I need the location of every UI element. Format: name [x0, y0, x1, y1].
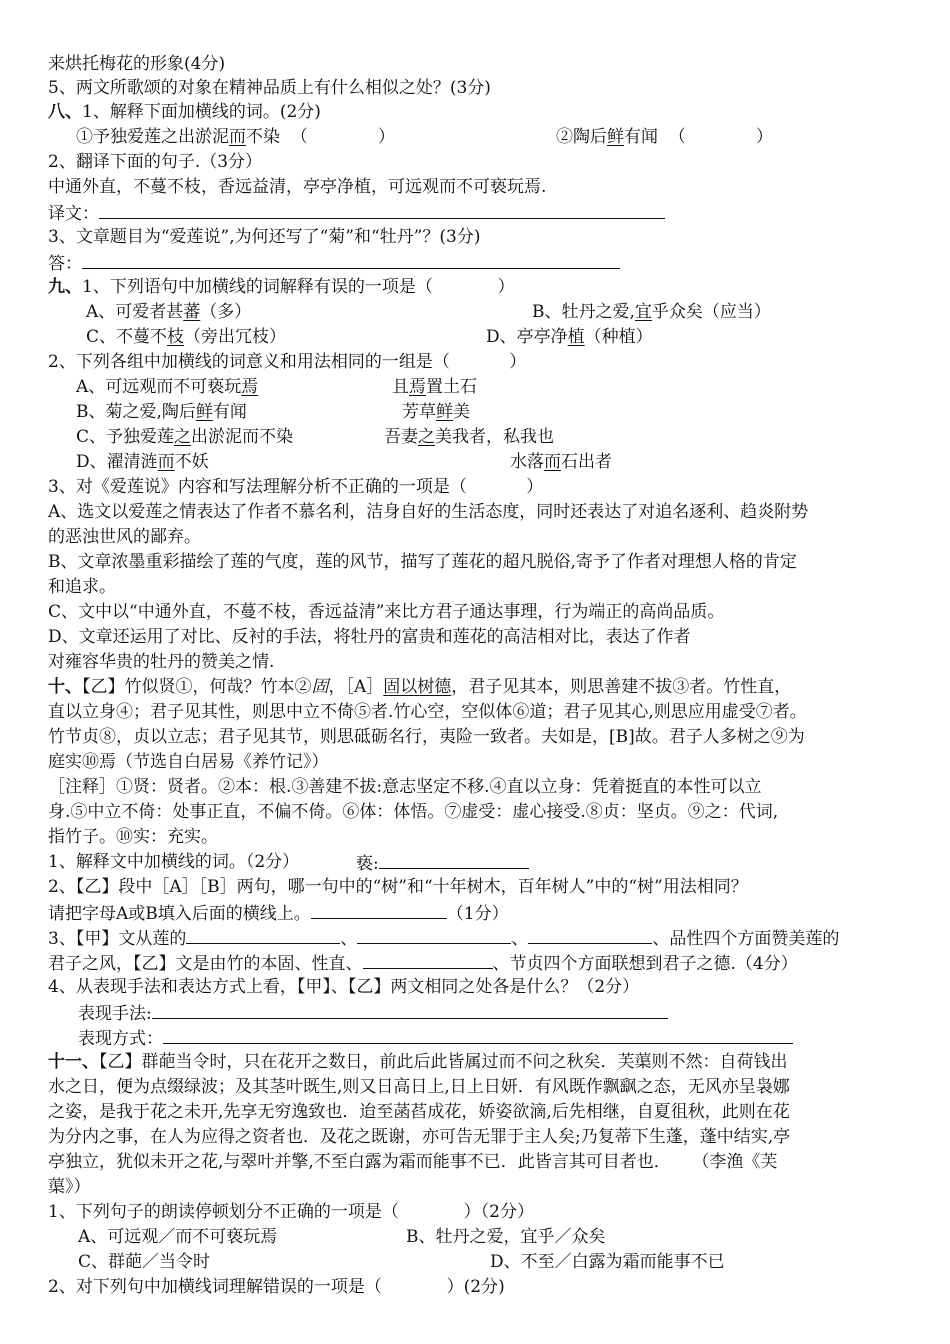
answer-blank[interactable]: [152, 1000, 668, 1019]
option-text: 水落: [510, 452, 544, 472]
section-number: 九、: [48, 277, 82, 297]
section-11-passage-line5: 亭独立，犹似未开之花,与翠叶并擎,不至白露为霜而能事不已．此皆言其可目者也． （李渔《芙: [48, 1152, 778, 1172]
option-text: B、牡丹之爱,: [532, 302, 635, 322]
section-10-passage-line1: [48, 675, 791, 699]
section-11-q2: 2、对下列句中加横线词理解错误的一项是（ ）(2分): [48, 1277, 505, 1297]
question-text: 请把字母A或B填入后面的横线上。: [48, 904, 311, 924]
answer-blank[interactable]: [99, 200, 665, 219]
translation-answer: [48, 200, 665, 224]
section-number: 八、: [48, 102, 82, 122]
underlined-word: 枝: [167, 327, 185, 347]
section-number: 十、: [48, 677, 82, 697]
option-c-right: [384, 425, 554, 449]
section-10-q1: [48, 850, 299, 874]
option-b-left: [76, 400, 247, 424]
option-text: （旁出冗枝）: [184, 327, 287, 347]
underlined-word: 之: [418, 427, 435, 447]
answer-label: 表现手法:: [78, 1004, 152, 1024]
option-text: A、可爱者甚: [86, 302, 184, 322]
option-d: D、不至／白露为霜而能事不已: [490, 1252, 725, 1272]
option-d-left: [76, 450, 209, 474]
option-b-line2: 和追求。: [48, 577, 116, 597]
option-b-right: [402, 400, 470, 424]
underlined-word: 宜: [634, 302, 652, 322]
option-text: 置土石: [426, 377, 477, 397]
word-label: 亵:: [356, 854, 379, 874]
option-text: A、可远观而不可亵玩: [76, 377, 242, 397]
option-d-right: [510, 450, 612, 474]
section-11-passage-line3: 之姿，是我于花之未开,先享无穷逸致也．迨至菡萏成花，娇姿欲滴,后先相继，自夏徂秋，此则在花: [48, 1102, 790, 1122]
option-text: （种植）: [584, 327, 653, 347]
option-text: C、予独爱莲: [76, 427, 175, 447]
answer-blank[interactable]: [357, 925, 511, 944]
answer-label: 答：: [48, 254, 82, 274]
section-9-q1: [48, 275, 515, 299]
answer-label: 表现方式：: [78, 1029, 163, 1049]
underlined-word: 鲜: [607, 127, 624, 147]
section-10-passage-line3: 竹节贞⑧，贞以立志；君子见其节，则思砥砺名行，夷险一致者。夫如是，[B]故。君子人多树之⑨为: [48, 727, 805, 747]
option-text: 石出者: [561, 452, 612, 472]
question-text: 1、解释下面加横线的词。(2分): [82, 102, 321, 122]
question-text: 3、【甲】文从莲的: [48, 929, 187, 949]
question-text: 、节贞四个方面联想到君子之德.（4分）: [492, 954, 798, 974]
option-a-line2: 的恶浊世风的鄙弃。: [48, 527, 201, 547]
option-a-line1: A、选文以爱莲之情表达了作者不慕名利，洁身自好的生活态度，同时还表达了对追名逐利、趋炎附势: [48, 502, 809, 522]
underlined-word: 蕃: [183, 302, 201, 322]
option-text: 出淤泥而不染: [191, 427, 294, 447]
option-d: [486, 325, 653, 349]
section-11-passage-line4: 为分内之事，在人为应得之资者也．及花之既谢，亦可告无罪于主人矣;乃复蒂下生蓬，蓬中结实,亭: [48, 1127, 791, 1147]
section-11-passage-line2: 水之日，便为点缀绿波；及其茎叶既生,则又日高日上,日上日妍．有风既作飘飖之态，无风亦呈袅娜: [48, 1077, 790, 1097]
passage-text: 【乙】群葩当令时，只在花开之数日，前此后此皆属过而不问之秋矣．芙蕖则不然：自荷钱出: [99, 1052, 788, 1072]
section-10-q3-line2: [48, 950, 798, 974]
passage-text: ，［A］: [328, 677, 384, 697]
answer-blank[interactable]: [82, 250, 620, 269]
answer-blank[interactable]: [379, 850, 529, 869]
underlined-word: 焉: [409, 377, 426, 397]
section-number: 十一、: [48, 1052, 99, 1072]
option-text: D、濯清涟: [76, 452, 158, 472]
question-5: 5、两文所歌颂的对象在精神品质上有什么相似之处？(3分): [48, 78, 491, 98]
notes-line3: 指竹子。⑩实：充实。: [48, 827, 218, 847]
option-text: D、亭亭净: [486, 327, 568, 347]
underlined-phrase: 固以树德: [383, 677, 452, 697]
option-a-left: [76, 375, 258, 399]
section-8-q1: [48, 100, 321, 124]
technique-answer: [78, 1000, 668, 1024]
section-10-passage-line4: 庭实⑩焉（节选自白居易《养竹记》）: [48, 752, 329, 772]
notes-line1: ［注释］①贤：贤者。②本：根.③善建不拔:意志坚定不移.④直以立身：凭着挺直的本性可以立: [48, 777, 762, 797]
item-text: ①予独爱莲之出淤泥: [76, 127, 229, 147]
section-10-q2-line1: 2、【乙】段中［A］［B］两句，哪一句中的“树”和“十年树木，百年树人”中的“树”用法相同？: [48, 877, 748, 897]
option-b: [532, 300, 771, 324]
option-text: B、菊之爱,陶后: [76, 402, 196, 422]
option-a: A、可远观／而不可亵玩焉: [78, 1227, 278, 1247]
answer-blank[interactable]: [528, 925, 652, 944]
section-11-passage-line6: 蕖》）: [48, 1177, 91, 1197]
option-text: 美我者，私我也: [435, 427, 554, 447]
underlined-word: 鲜: [195, 402, 213, 422]
answer-blank[interactable]: [163, 1025, 793, 1044]
underlined-word: 植: [567, 327, 585, 347]
option-a-right: [392, 375, 477, 399]
option-d-line1: D、文章还运用了对比、反衬的手法，将牡丹的富贵和莲花的高洁相对比，表达了作者: [48, 627, 691, 647]
section-10-q2-line2: [48, 900, 509, 924]
separator: 、: [340, 929, 358, 949]
section-10-passage-line2: 直以立身④；君子见其性，则思中立不倚⑤者.竹心空，空似体⑥道；君子见其心,则思应用虚受⑦者。: [48, 702, 807, 722]
section-9-q2: 2、下列各组中加横线的词意义和用法相同的一组是（ ）: [48, 352, 527, 372]
option-b-line1: B、文章浓墨重彩描绘了莲的气度，莲的风节，描写了莲花的超凡脱俗,寄予了作者对理想人格的肯定: [48, 552, 797, 572]
option-text: 乎众矣（应当）: [651, 302, 771, 322]
section-11-passage-line1: [48, 1050, 788, 1074]
option-c: C、群葩／当令时: [78, 1252, 211, 1272]
option-text: 美: [453, 402, 470, 422]
option-text: 吾妻: [384, 427, 418, 447]
question-text: 君子之风，【乙】文是由竹的本固、性直、: [48, 954, 363, 974]
option-d-line2: 对雍容华贵的牡丹的赞美之情.: [48, 652, 275, 672]
question-text: 1、解释文中加横线的词。（2分）: [48, 852, 300, 872]
answer-line: [48, 250, 620, 274]
option-text: 有闻: [212, 402, 247, 422]
passage-text: 【乙】竹似贤①，何哉？竹本②: [82, 677, 312, 697]
passage-text: ，君子见其本，则思善建不拔③者。竹性直，: [451, 677, 792, 697]
option-b: B、牡丹之爱，宜乎／众矣: [406, 1227, 606, 1247]
italic-word: 固: [311, 677, 329, 697]
answer-label: 译文：: [48, 204, 99, 224]
question-text: 1、下列语句中加横线的词解释有误的一项是（ ）: [82, 277, 515, 297]
item-text: 有闻 （ ）: [624, 127, 774, 147]
item-1: [76, 125, 395, 149]
answer-blank[interactable]: [186, 925, 340, 944]
item-2: [556, 125, 773, 149]
option-a: [86, 300, 251, 324]
underlined-word: 而: [544, 452, 561, 472]
section-10-q4: 4、从表现手法和表达方式上看，【甲】、【乙】两文相同之处各是什么？（2分）: [48, 977, 640, 997]
section-9-q3: 3、对《爱莲说》内容和写法理解分析不正确的一项是（ ）: [48, 477, 544, 497]
underlined-word: 之: [174, 427, 192, 447]
score-text: （1分）: [446, 904, 509, 924]
option-text: 不妖: [174, 452, 209, 472]
option-c-line: C、文中以“中通外直，不蔓不枝，香远益清”来比方君子通达事理，行为端正的高尚品质。: [48, 602, 725, 622]
section-10-q3-line1: [48, 925, 839, 949]
underlined-word: 焉: [241, 377, 259, 397]
section-8-q2: 2、翻译下面的句子.（3分）: [48, 152, 263, 172]
expression-answer: [78, 1025, 793, 1049]
section-8-q3: 3、文章题目为“爱莲说”,为何还写了“菊”和“牡丹”？(3分): [48, 227, 481, 247]
item-text: 不染 （ ）: [246, 127, 396, 147]
notes-line2: 身.⑤中立不倚：处事正直，不偏不倚。⑥体：体悟。⑦虚受：虚心接受.⑧贞：坚贞。⑨之：代词,: [48, 802, 779, 822]
option-c: [86, 325, 286, 349]
option-text: 且: [392, 377, 409, 397]
word-answer: [356, 850, 529, 874]
option-text: 芳草: [402, 402, 436, 422]
answer-blank[interactable]: [311, 900, 447, 919]
underlined-word: 而: [157, 452, 175, 472]
translation-source: 中通外直，不蔓不枝，香远益清，亭亭净植，可远观而不可亵玩焉.: [48, 177, 547, 197]
section-11-q1: 1、下列句子的朗读停顿划分不正确的一项是（ ）（2分）: [48, 1202, 534, 1222]
option-c-left: [76, 425, 293, 449]
item-text: ②陶后: [556, 127, 607, 147]
text-line: 来烘托梅花的形象(4分): [48, 54, 226, 74]
underlined-word: 而: [229, 127, 246, 147]
option-text: C、不蔓不: [86, 327, 168, 347]
question-text: 、品性四个方面赞美莲的: [652, 929, 840, 949]
separator: 、: [511, 929, 529, 949]
option-text: （多）: [200, 302, 252, 322]
underlined-word: 鲜: [436, 402, 453, 422]
answer-blank[interactable]: [363, 950, 493, 969]
